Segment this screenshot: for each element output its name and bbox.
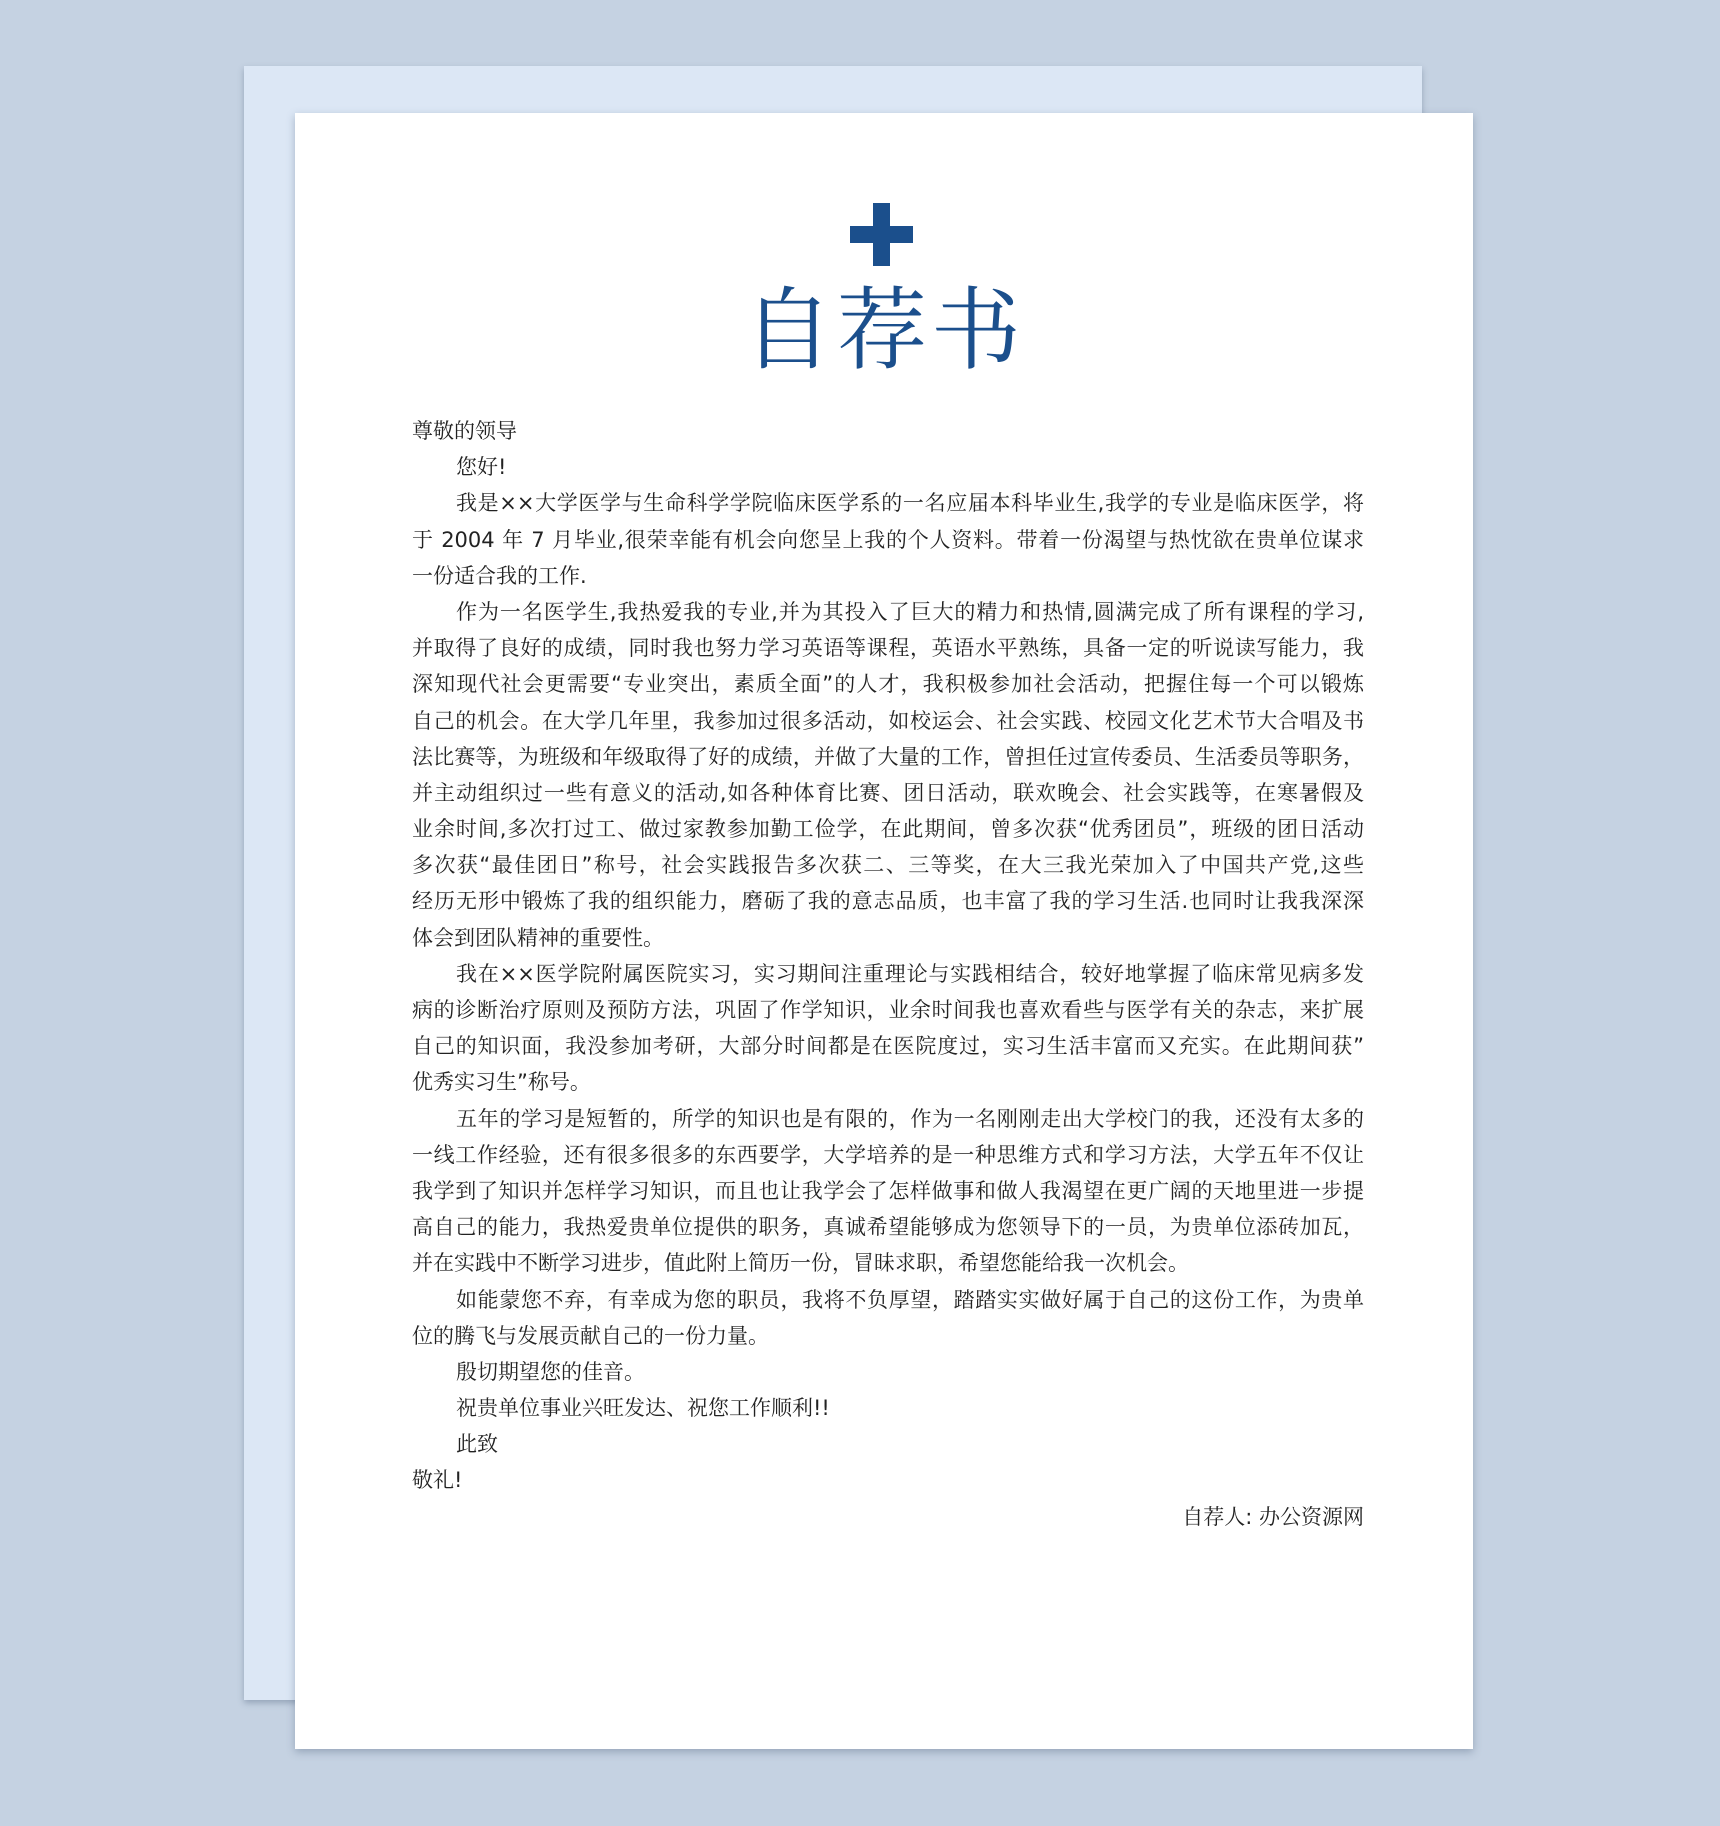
paragraph-4-line: 高自己的能力，我热爱贵单位提供的职务，真诚希望能够成为您领导下的一员，为贵单位添砖加瓦，: [412, 1215, 1364, 1240]
closing-line: 殷切期望您的佳音。: [456, 1359, 645, 1384]
paragraph-3-line: 病的诊断治疗原则及预防方法，巩固了作学知识，业余时间我也喜欢看些与医学有关的杂志，来扩展: [412, 998, 1364, 1022]
paragraph-4-line: 一线工作经验，还有很多很多的东西要学，大学培养的是一种思维方式和学习方法，大学五年不仅让: [412, 1142, 1364, 1167]
paragraph-4-line: 并在实践中不断学习进步，值此附上简历一份，冒昧求职，希望您能给我一次机会。: [412, 1251, 1189, 1276]
paragraph-2-line: 深知现代社会更需要“专业突出，素质全面”的人才，我积极参加社会活动，把握住每一个可以锻炼: [412, 672, 1364, 697]
paragraph-2-line: 多次获“最佳团日”称号，社会实践报告多次获二、三等奖，在大三我光荣加入了中国共产党,这些: [412, 853, 1364, 878]
paragraph-1-line: 我是××大学医学与生命科学学院临床医学系的一名应届本科毕业生,我学的专业是临床医学，将: [456, 491, 1364, 516]
salute-line: 敬礼!: [412, 1468, 463, 1493]
medical-cross-icon: [850, 203, 913, 266]
closing-line: 祝贵单位事业兴旺发达、祝您工作顺利!!: [456, 1396, 830, 1421]
paragraph-3-line: 优秀实习生”称号。: [412, 1070, 591, 1095]
paragraph-2-line: 作为一名医学生,我热爱我的专业,并为其投入了巨大的精力和热情,圆满完成了所有课程的学习,: [456, 599, 1364, 624]
paragraph-5-line: 如能蒙您不弃，有幸成为您的职员，我将不负厚望，踏踏实实做好属于自己的这份工作，为贵单: [456, 1287, 1364, 1312]
paragraph-2-line: 经历无形中锻炼了我的组织能力，磨砺了我的意志品质，也丰富了我的学习生活.也同时让我我深深: [412, 889, 1364, 914]
hello-line: 您好!: [456, 455, 507, 480]
paragraph-4-line: 我学到了知识并怎样学习知识，而且也让我学会了怎样做事和做人我渴望在更广阔的天地里进一步提: [412, 1178, 1364, 1203]
paragraph-2-line: 并主动组织过一些有意义的活动,如各种体育比赛、团日活动，联欢晚会、社会实践等，在寒暑假及: [412, 780, 1364, 805]
document-title: 自荐书: [743, 278, 1025, 383]
signature: 自荐人: 办公资源网: [1182, 1504, 1364, 1529]
paragraph-1-line: 一份适合我的工作.: [412, 563, 587, 588]
paragraph-2-line: 法比赛等，为班级和年级取得了好的成绩，并做了大量的工作，曾担任过宣传委员、生活委员等职务，: [412, 744, 1364, 769]
paragraph-1-line: 于 2004 年 7 月毕业,很荣幸能有机会向您呈上我的个人资料。带着一份渴望与热忱欲在贵单位谋求: [412, 527, 1364, 552]
paragraph-2-line: 并取得了良好的成绩，同时我也努力学习英语等课程，英语水平熟练，具备一定的听说读写能力，我: [412, 636, 1364, 661]
greeting: 尊敬的领导: [412, 419, 517, 443]
paragraph-3-line: 自己的知识面，我没参加考研，大部分时间都是在医院度过，实习生活丰富而又充实。在此期间获”: [412, 1034, 1364, 1059]
paragraph-4-line: 五年的学习是短暂的，所学的知识也是有限的，作为一名刚刚走出大学校门的我，还没有太多的: [456, 1106, 1364, 1131]
paragraph-3-line: 我在××医学院附属医院实习，实习期间注重理论与实践相结合，较好地掌握了临床常见病多发: [456, 961, 1364, 986]
closing-line: 此致: [456, 1432, 498, 1457]
paragraph-2-line: 体会到团队精神的重要性。: [412, 925, 664, 950]
paragraph-2-line: 业余时间,多次打过工、做过家教参加勤工俭学，在此期间，曾多次获“优秀团员”，班级的团日活动: [412, 817, 1364, 842]
document-page: [295, 113, 1473, 1749]
paragraph-2-line: 自己的机会。在大学几年里，我参加过很多活动，如校运会、社会实践、校园文化艺术节大合唱及书: [412, 708, 1364, 733]
letter-body: [412, 413, 1364, 1535]
paragraph-5-line: 位的腾飞与发展贡献自己的一份力量。: [412, 1323, 769, 1348]
